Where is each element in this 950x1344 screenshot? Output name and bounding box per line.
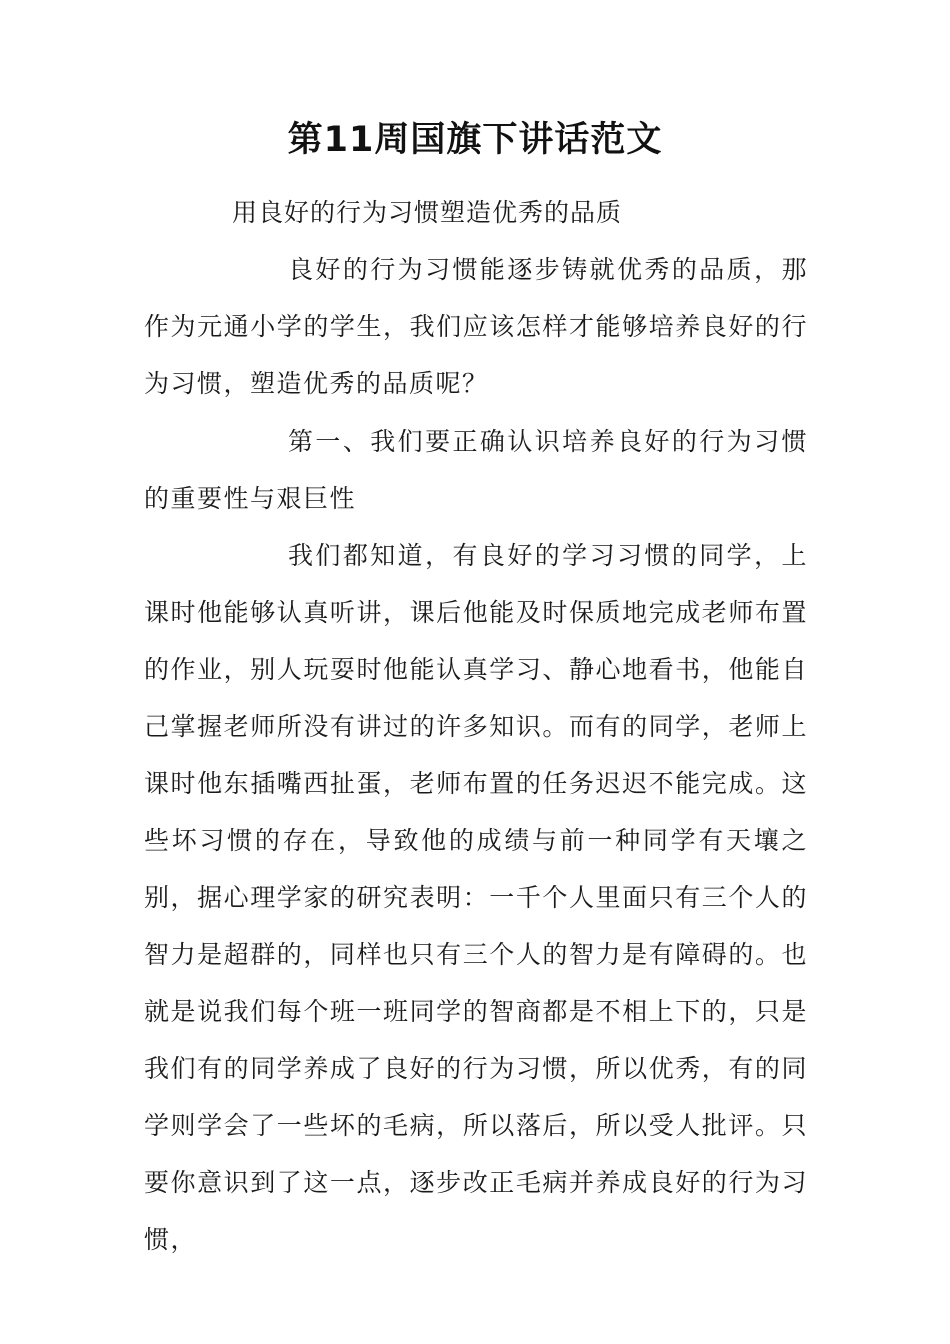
paragraph-body: 我们都知道，有良好的学习习惯的同学，上课时他能够认真听讲，课后他能及时保质地完成老师布置的作业，别人玩耍时他能认真学习、静心地看书，他能自己掌握老师所没有讲过的许多知识。而有的同学，老师上课时他东插嘴西扯蛋，老师布置的任务迟迟不能完成。这些坏习惯的存在，导致他的成绩与前一种同学有天壤之别，据心理学家的研究表明：一千个人里面只有三个人的智力是超群的，同样也只有三个人的智力是有障碍的。也就是说我们每个班一班同学的智商都是不相上下的，只是我们有的同学养成了良好的行为习惯，所以优秀，有的同学则学会了一些坏的毛病，所以落后，所以受人批评。只要你意识到了这一点，逐步改正毛病并养成良好的行为习惯，: [144, 541, 808, 1254]
paragraph-point-one-heading: 第一、我们要正确认识培养良好的行为习惯的重要性与艰巨性: [144, 427, 808, 513]
paragraph-intro: 良好的行为习惯能逐步铸就优秀的品质，那作为元通小学的学生，我们应该怎样才能够培养良好的行为习惯，塑造优秀的品质呢？: [144, 255, 808, 398]
document-subtitle: 用良好的行为习惯塑造优秀的品质: [232, 198, 623, 227]
document-title: 第11周国旗下讲话范文: [287, 120, 663, 160]
